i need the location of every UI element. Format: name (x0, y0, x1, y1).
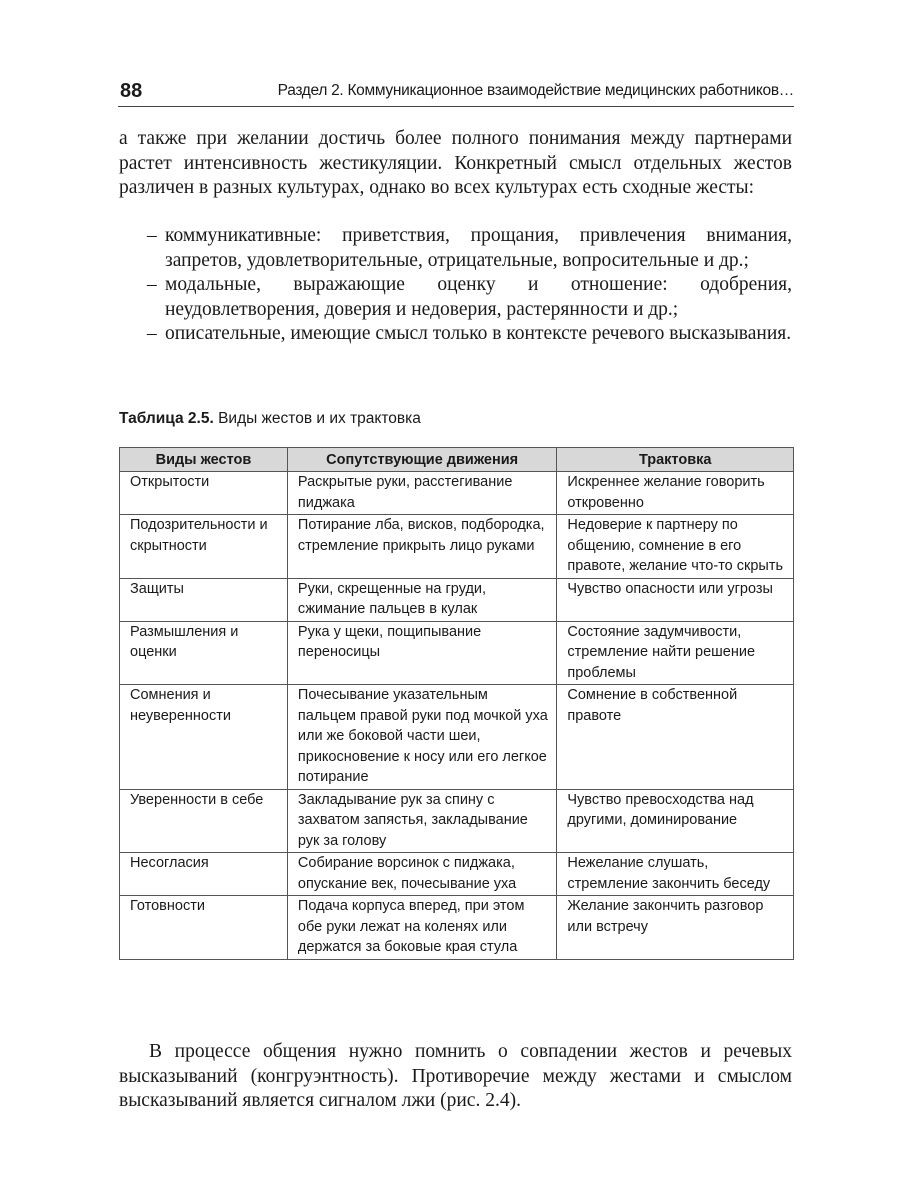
movements-cell: Раскрытые руки, расстегивание пиджака (287, 472, 556, 515)
gesture-type-cell: Защиты (120, 578, 288, 621)
outro-paragraph: В процессе общения нужно помнить о совпадении жестов и речевых высказываний (конгруэнтность). Противоречие между жестами и смыслом высказываний является сигналом лжи (рис. 2.4). (119, 1041, 792, 1111)
table-row (120, 472, 794, 515)
table-row (120, 515, 794, 579)
bullet-dash: – (147, 225, 157, 246)
column-header-interpretation: Трактовка (557, 448, 794, 472)
table-row (120, 789, 794, 853)
running-head: Раздел 2. Коммуникационное взаимодействие медицинских работников… (277, 82, 794, 99)
gesture-type-cell: Открытости (120, 472, 288, 515)
interpretation-cell: Состояние задумчивости, стремление найти решение проблемы (557, 621, 794, 685)
column-header-movements: Сопутствующие движения (287, 448, 556, 472)
movements-cell: Почесывание указательным пальцем правой руки под мочкой уха или же боковой части шеи, прикосновение к носу или его легкое потирание (287, 685, 556, 790)
table-header-row (120, 448, 794, 472)
page-number: 88 (120, 80, 143, 102)
table-caption-title: Виды жестов и их трактовка (213, 410, 421, 427)
list-item-text: коммуникативные: приветствия, прощания, привлечения внимания, запретов, удовлетворительные, отрицательные, вопросительные и др.; (165, 225, 792, 271)
movements-cell: Рука у щеки, пощипывание переносицы (287, 621, 556, 685)
gestures-table (119, 447, 794, 960)
table-row (120, 685, 794, 790)
table-row (120, 853, 794, 896)
movements-cell: Руки, скрещенные на груди, сжимание пальцев в кулак (287, 578, 556, 621)
table-row (120, 896, 794, 960)
column-header-gesture-type: Виды жестов (120, 448, 288, 472)
interpretation-cell: Искреннее желание говорить откровенно (557, 472, 794, 515)
gesture-type-cell: Размышления и оценки (120, 621, 288, 685)
gesture-type-cell: Несогласия (120, 853, 288, 896)
bullet-dash: – (147, 274, 157, 295)
interpretation-cell: Чувство опасности или угрозы (557, 578, 794, 621)
page-header (118, 78, 794, 107)
gesture-type-cell: Готовности (120, 896, 288, 960)
bullet-dash: – (147, 323, 157, 344)
list-item (147, 224, 792, 273)
table-caption (119, 410, 421, 428)
interpretation-cell: Сомнение в собственной правоте (557, 685, 794, 790)
gesture-types-list (147, 224, 792, 347)
movements-cell: Подача корпуса вперед, при этом обе руки лежат на коленях или держатся за боковые края стула (287, 896, 556, 960)
table-row (120, 578, 794, 621)
movements-cell: Закладывание рук за спину с захватом запястья, закладывание рук за голову (287, 789, 556, 853)
movements-cell: Потирание лба, висков, подбородка, стремление прикрыть лицо руками (287, 515, 556, 579)
table-caption-label: Таблица 2.5. (119, 410, 214, 427)
interpretation-cell: Чувство превосходства над другими, доминирование (557, 789, 794, 853)
list-item-text: описательные, имеющие смысл только в контексте речевого высказывания. (165, 323, 792, 344)
list-item (147, 273, 792, 322)
interpretation-cell: Желание закончить разговор или встречу (557, 896, 794, 960)
table-row (120, 621, 794, 685)
interpretation-cell: Нежелание слушать, стремление закончить беседу (557, 853, 794, 896)
intro-paragraph: а также при желании достичь более полного понимания между партнерами растет интенсивность жестикуляции. Конкретный смысл отдельных жестов различен в разных культурах, однако во всех культурах есть сходные жесты: (119, 128, 792, 198)
gesture-type-cell: Подозрительности и скрытности (120, 515, 288, 579)
gesture-type-cell: Сомнения и неуверенности (120, 685, 288, 790)
movements-cell: Собирание ворсинок с пиджака, опускание век, почесывание уха (287, 853, 556, 896)
gesture-type-cell: Уверенности в себе (120, 789, 288, 853)
interpretation-cell: Недоверие к партнеру по общению, сомнение в его правоте, желание что-то скрыть (557, 515, 794, 579)
list-item (147, 322, 792, 347)
list-item-text: модальные, выражающие оценку и отношение: одобрения, неудовлетворения, доверия и недоверия, растерянности и др.; (165, 274, 792, 320)
